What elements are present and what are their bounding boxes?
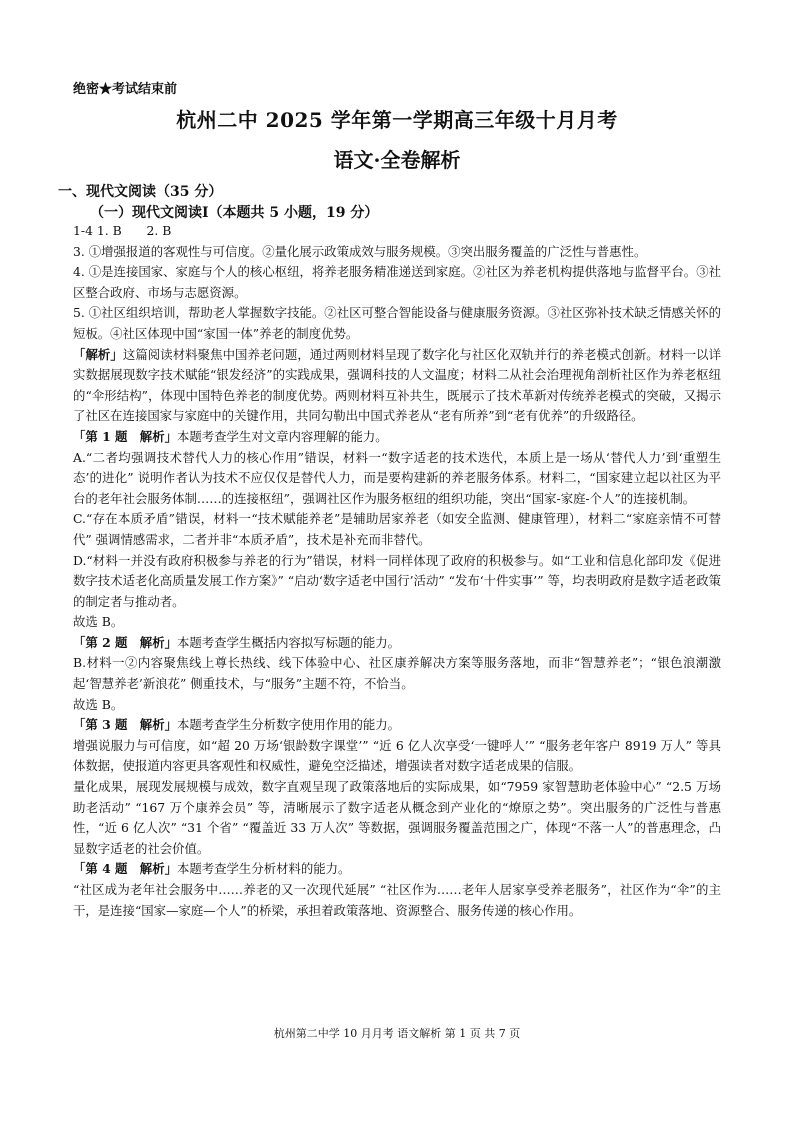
- analysis-text: 本题考查学生对文章内容理解的能力。: [176, 428, 388, 444]
- section-heading: 一、现代文阅读（35 分）: [58, 184, 223, 200]
- analysis-text: 本题考查学生分析数字使用作用的能力。: [176, 717, 401, 733]
- analysis-paragraph: [73, 427, 721, 448]
- answer-line: 5. ①社区组织培训，帮助老人掌握数字技能。②社区可整合智能设备与健康服务资源。③社区弥补技术缺乏情感关怀的短板。④社区体现中国“家国一体”养老的制度优势。: [73, 305, 721, 341]
- analysis-text: D.“材料一并没有政府积极参与养老的行为”错误，材料一同样体现了政府的积极参与。如“工业和信息化部印发《促进数字技术适老化高质量发展工作方案》” “启动‘数字适老中国行’活动” “发布‘十件实事’” 等，均表明政府是数字适老政策的制定者与推动者。: [73, 552, 721, 609]
- document-body: [73, 221, 721, 921]
- analysis-paragraph: [73, 345, 721, 427]
- analysis-paragraph: [73, 551, 721, 613]
- answer-line: 3. ①增强报道的客观性与可信度。②量化展示政策成效与服务规模。③突出服务覆盖的广泛性与普惠性。: [73, 243, 647, 259]
- analysis-paragraph: [73, 859, 721, 880]
- analysis-text: C.“存在本质矛盾”错误，材料一“技术赋能养老”是辅助居家养老（如安全监测、健康管理），材料二“家庭亲情不可替代” 强调情感需求，二者并非“本质矛盾”，技术是补充而非替代。: [73, 511, 721, 547]
- exam-subtitle: 语文·全卷解析: [333, 148, 461, 172]
- analysis-text: 本题考查学生概括内容拟写标题的能力。: [176, 634, 401, 650]
- analysis-label: 「解析」: [73, 346, 123, 362]
- analysis-text: B.材料一②内容聚焦线上尊长热线、线下体验中心、社区康养解决方案等服务落地，而非“智慧养老”；“银色浪潮激起‘智慧养老’新浪花” 侧重技术，与“服务”主题不符，不恰当。: [73, 655, 721, 692]
- analysis-label: 「第 1 题 解析」: [73, 428, 177, 444]
- analysis-paragraph: [73, 448, 721, 510]
- analysis-paragraph: [73, 880, 721, 921]
- analysis-text: A.“二者均强调技术替代人力的核心作用”错误，材料一“数字适老的技术迭代，本质上是一场从‘替代人力’到‘重塑生态’的进化” 说明作者认为技术不应仅仅是替代人力，而是要构建新的养老服务体系。材料二，“国家建立起以社区为平台的老年社会服务体制……的连接枢纽”，强调社区作为服务枢纽的组织功能，突出“国家-家庭-个人”的连接机制。: [73, 449, 721, 506]
- analysis-label: 「第 2 题 解析」: [73, 634, 177, 650]
- analysis-paragraph: [73, 509, 721, 550]
- analysis-text: 增强说服力与可信度，如“超 20 万场‘银龄数字课堂’” “近 6 亿人次享受‘一键呼人’” “服务老年客户 8919 万人” 等具体数据，使报道内容更具客观性和权威性，避免空泛描述，增强读者对数字适老成果的信服。: [73, 737, 721, 774]
- answer-line: 1-4 1. B 2. B: [73, 223, 172, 238]
- analysis-paragraph: [73, 633, 721, 654]
- analysis-paragraph: [73, 653, 721, 694]
- analysis-paragraph: [73, 695, 721, 716]
- analysis-text: 故选 B。: [73, 614, 124, 630]
- analysis-text: “社区成为老年社会服务中……养老的又一次现代延展” “社区作为……老年人居家享受养老服务”，社区作为“伞”的主干，是连接“国家—家庭—个人”的桥梁，承担着政策落地、资源整合、服务传递的核心作用。: [73, 882, 721, 918]
- analysis-paragraph: [73, 715, 721, 736]
- answer-line: 4. ①是连接国家、家庭与个人的核心枢纽，将养老服务精准递送到家庭。②社区为养老机构提供落地与监督平台。③社区整合政府、市场与志愿资源。: [73, 264, 721, 300]
- analysis-text: 这篇阅读材料聚焦中国养老问题，通过两则材料呈现了数字化与社区化双轨并行的养老模式创新。材料一以详实数据展现数字技术赋能“银发经济”的实践成果，强调科技的人文温度；材料二从社会治理视角剖析社区作为养老枢纽的“伞形结构”，体现中国特色养老的制度优势。两则材料互补共生，既展示了技术革新对传统养老模式的突破，又揭示了社区在连接国家与家庭中的关键作用，共同勾勒出中国式养老从“老有所养”到“老有优养”的升级路径。: [73, 346, 722, 424]
- analysis-paragraph: [73, 736, 721, 777]
- analysis-text: 本题考查学生分析材料的能力。: [176, 861, 351, 877]
- analysis-label: 「第 3 题 解析」: [73, 717, 177, 733]
- page-footer: 杭州第二中学 10 月月考 语文解析 第 1 页 共 7 页: [273, 1027, 521, 1040]
- analysis-label: 「第 4 题 解析」: [73, 861, 177, 877]
- analysis-text: 量化成果，展现发展规模与成效，数字直观呈现了政策落地后的实际成果，如“7959 家智慧助老体验中心” “2.5 万场助老活动” “167 万个康养会员” 等，清晰展示了数字适老从概念到产业化的“燎原之势”。突出服务的广泛性与普惠性，“近 6 亿人次” “31 个省” “覆盖近 33 万人次” 等数据，强调服务覆盖范围之广，体现“不落一人”的普惠理念，凸显数字适老的社会价值。: [73, 779, 721, 856]
- analysis-paragraph: [73, 777, 721, 859]
- exam-title: 杭州二中 2025 学年第一学期高三年级十月月考: [176, 108, 618, 132]
- analysis-text: 故选 B。: [73, 696, 124, 712]
- subsection-heading: （一）现代文阅读Ⅰ（本题共 5 小题，19 分）: [90, 205, 379, 221]
- analysis-paragraph: [73, 612, 721, 633]
- confidential-label: 绝密★考试结束前: [73, 82, 178, 97]
